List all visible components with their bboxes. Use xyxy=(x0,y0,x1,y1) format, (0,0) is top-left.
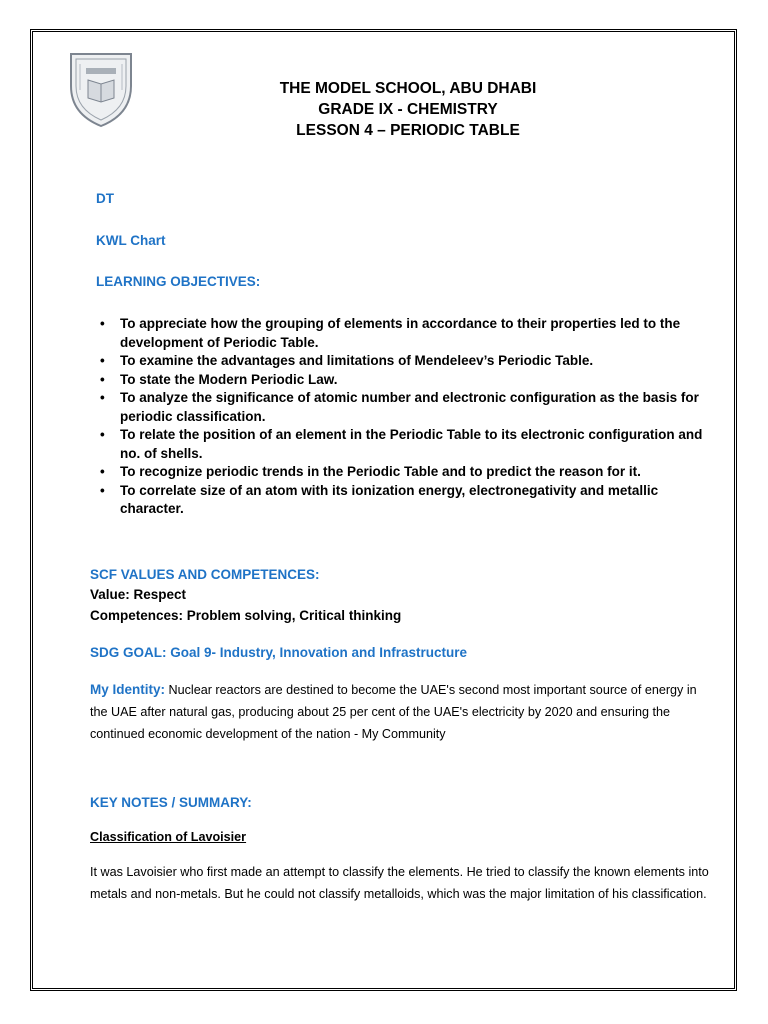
learning-objectives-heading: LEARNING OBJECTIVES: xyxy=(96,274,261,289)
objective-item: • To state the Modern Periodic Law. xyxy=(100,371,338,387)
kwl-chart-label: KWL Chart xyxy=(96,233,166,248)
document-header xyxy=(200,78,616,141)
objective-item: • To appreciate how the grouping of elements in accordance to their properties led to the development of Periodic Table. xyxy=(100,316,681,350)
lavoisier-paragraph: It was Lavoisier who first made an attempt to classify the elements. He tried to classify the known elements into metals and non-metals. But he could not classify metalloids, which was the major limitation of his classification. xyxy=(90,865,709,901)
sdg-goal: SDG GOAL: Goal 9- Industry, Innovation and Infrastructure xyxy=(90,645,468,660)
my-identity-label: My Identity: xyxy=(90,682,166,697)
learning-objectives-list xyxy=(100,315,725,519)
scf-heading: SCF VALUES AND COMPETENCES: xyxy=(90,567,320,582)
objective-item: • To recognize periodic trends in the Periodic Table and to predict the reason for it. xyxy=(100,464,641,479)
lesson-title: LESSON 4 – PERIODIC TABLE xyxy=(296,122,520,139)
objective-item: • To relate the position of an element in the Periodic Table to its electronic configuration and no. of shells. xyxy=(100,427,703,461)
school-crest-icon xyxy=(66,50,136,128)
my-identity-text: Nuclear reactors are destined to become the UAE's second most important source of energy in the UAE after natural gas, producing about 25 per cent of the UAE's electricity by 2020 and ensuring the continued economic development of the nation - My Community xyxy=(90,683,697,741)
objective-item: • To correlate size of an atom with its ionization energy, electronegativity and metallic character. xyxy=(100,482,659,516)
my-identity-paragraph xyxy=(90,679,710,745)
scf-value: Value: Respect xyxy=(90,587,187,602)
key-notes-heading: KEY NOTES / SUMMARY: xyxy=(90,795,252,810)
scf-competences: Competences: Problem solving, Critical thinking xyxy=(90,608,402,623)
lavoisier-heading: Classification of Lavoisier xyxy=(90,830,247,844)
grade-subject: GRADE IX - CHEMISTRY xyxy=(318,101,498,118)
objective-item: • To examine the advantages and limitations of Mendeleev’s Periodic Table. xyxy=(100,353,594,368)
objective-item: • To analyze the significance of atomic number and electronic configuration as the basis for periodic classification. xyxy=(100,390,699,424)
school-name: THE MODEL SCHOOL, ABU DHABI xyxy=(279,80,537,97)
dt-label: DT xyxy=(96,191,114,206)
